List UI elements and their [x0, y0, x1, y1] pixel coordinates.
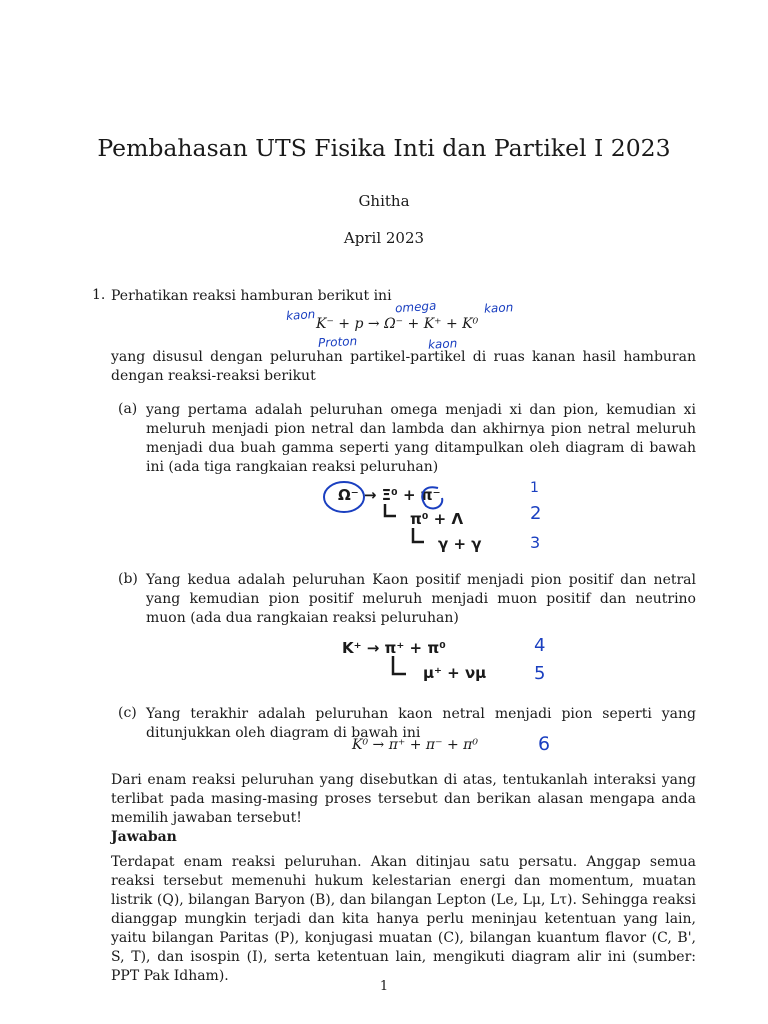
- diagram-a-line2: π⁰ + Λ: [410, 510, 464, 528]
- annotation-kaon-left: kaon: [285, 306, 316, 324]
- part-b-text: Yang kedua adalah peluruhan Kaon positif menjadi pion positif dan netral yang kemudian pion positif meluruh menjadi muon positif dan neutrino muon (ada dua rangkaian reaksi peluruhan): [146, 572, 696, 626]
- circle-omega: [324, 482, 364, 512]
- part-c-label: (c): [118, 705, 137, 721]
- diagram-a-line3: γ + γ: [438, 535, 482, 553]
- hand-number-2: 2: [530, 503, 542, 524]
- annotation-kaon-bottom: kaon: [427, 336, 458, 352]
- question-number: 1.: [92, 287, 106, 303]
- part-a-text: yang pertama adalah peluruhan omega menjadi xi dan pion, kemudian xi meluruh menjadi pion netral dan lambda dan akhirnya pion netral meluruh menjadi dua buah gamma seperti yang ditampulkan oleh diagram di bawah ini (ada tiga rangkaian reaksi peluruhan): [146, 402, 696, 475]
- hand-number-1: 1: [530, 480, 539, 496]
- decay-arrow-a1: [385, 504, 396, 516]
- annotation-proton: Proton: [317, 333, 358, 351]
- page-number: 1: [379, 979, 389, 994]
- answer-heading: Jawaban: [111, 829, 177, 845]
- decay-arrow-a2: [413, 528, 424, 542]
- diagram-a-line1: Ω⁻ → Ξ⁰ + π⁻: [338, 486, 441, 504]
- hand-number-3: 3: [530, 533, 541, 552]
- question-intro: Perhatikan reaksi hamburan berikut ini: [111, 288, 392, 304]
- hand-number-5: 5: [534, 663, 546, 684]
- hand-number-4: 4: [534, 635, 546, 656]
- task-text: Dari enam reaksi peluruhan yang disebutkan di atas, tentukanlah interaksi yang terlibat pada masing-masing proses tersebut dan berikan alasan mengapa anda memilih jawaban tersebut!: [111, 772, 696, 826]
- question-followup: yang disusul dengan peluruhan partikel-partikel di ruas kanan hasil hamburan dengan reaksi-reaksi berikut: [111, 349, 696, 384]
- hand-number-6: 6: [538, 733, 551, 755]
- part-b-label: (b): [118, 571, 138, 587]
- diagram-b-line2: μ⁺ + νμ: [423, 664, 487, 682]
- part-a-label: (a): [118, 401, 138, 417]
- diagram-b-marks: [380, 654, 420, 684]
- date: April 2023: [343, 229, 425, 247]
- circle-pion: [422, 487, 442, 508]
- answer-text: Terdapat enam reaksi peluruhan. Akan ditinjau satu persatu. Anggap semua reaksi tersebut memenuhi hukum kelestarian energi dan momentum, muatan listrik (Q), bilangan Baryon (B), dan bilangan Lepton (Le, Lμ, Lτ). Sehingga reaksi dianggap mungkin terjadi dan kita hanya perlu meninjau ketentuan yang lain, yaitu bilangan Paritas (P), konjugasi muatan (C), bilangan kuantum flavor (C, B', S, T), dan isospin (I), serta ketentuan lain, mengikuti diagram alir ini (sumber: PPT Pak Idham).: [111, 854, 696, 984]
- decay-arrow-b: [393, 656, 406, 674]
- part-c-text: Yang terakhir adalah peluruhan kaon netral menjadi pion seperti yang ditunjukkan oleh diagram di bawah ini: [146, 706, 696, 741]
- main-equation: K⁻ + p → Ω⁻ + K⁺ + K⁰: [316, 316, 479, 332]
- document-title: Pembahasan UTS Fisika Inti dan Partikel I 2023: [97, 134, 671, 162]
- part-c-equation: K⁰ → π⁺ + π⁻ + π⁰: [352, 737, 478, 753]
- annotation-kaon-right: kaon: [483, 300, 514, 316]
- diagram-b-line1: K⁺ → π⁺ + π⁰: [342, 639, 446, 657]
- author: Ghitha: [358, 192, 410, 210]
- annotation-omega: omega: [394, 298, 437, 316]
